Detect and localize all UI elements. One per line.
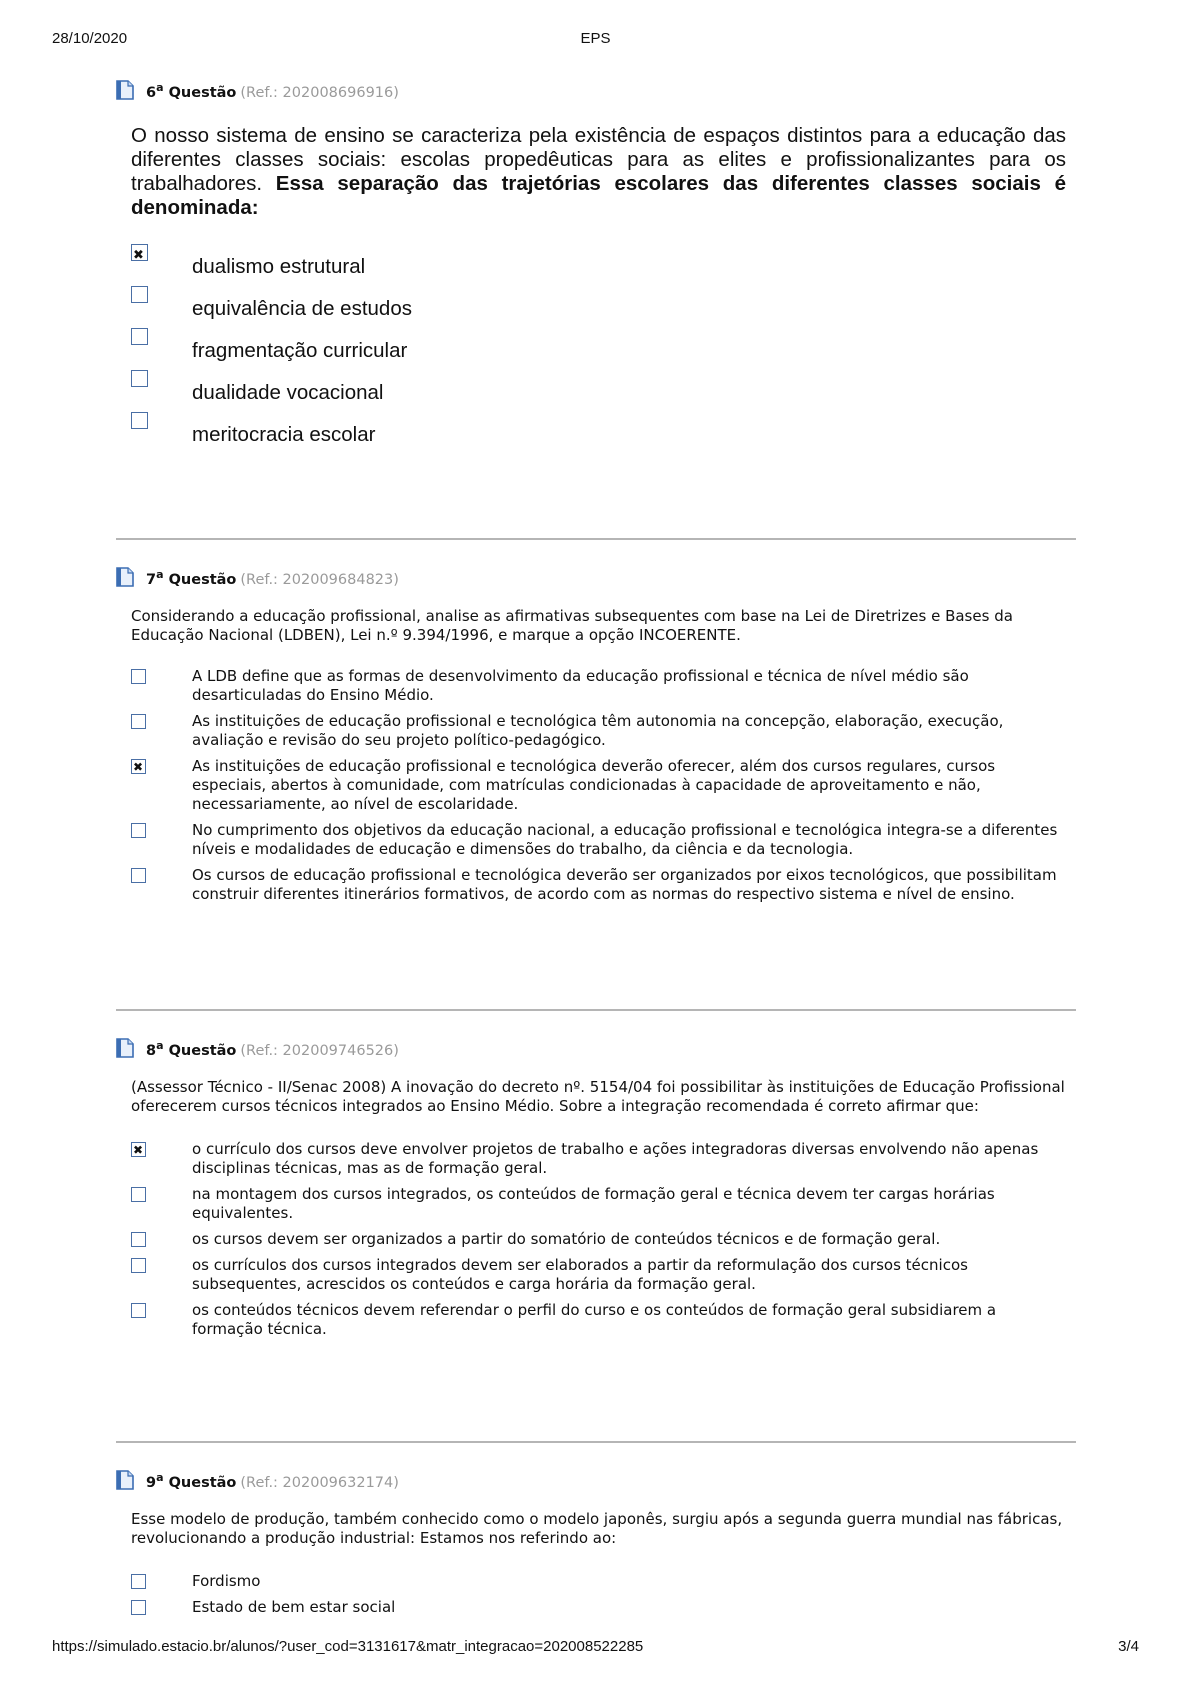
question-header <box>116 1038 1076 1060</box>
checkbox[interactable] <box>131 370 148 387</box>
option-text: os cursos devem ser organizados a partir do somatório de conteúdos técnicos e de formação geral. <box>192 1230 941 1248</box>
question-header <box>116 567 1076 589</box>
checkbox[interactable] <box>131 244 148 261</box>
question-title: 9$^a$ Questão (Ref.: 202009632174) <box>146 1471 399 1491</box>
option-item[interactable] <box>131 328 1076 370</box>
checkbox[interactable] <box>131 1303 146 1318</box>
question-title: 8$^a$ Questão (Ref.: 202009746526) <box>146 1039 399 1059</box>
options-list <box>131 1572 1076 1617</box>
question-statement: O nosso sistema de ensino se caracteriza pela existência de espaços distintos para a educação das diferentes classes sociais: escolas propedêuticas para as elites e profissionalizantes para os trabalhadores. Essa separação das trajetórias escolares das diferentes classes sociais é denominada: <box>131 124 1066 219</box>
option-text: dualismo estrutural <box>192 255 366 278</box>
option-item[interactable] <box>131 866 1066 904</box>
print-title: EPS <box>580 30 611 47</box>
page-number: 3/4 <box>1118 1638 1139 1655</box>
question-ref: (Ref.: 202009746526) <box>240 1042 399 1059</box>
options-list <box>131 667 1076 904</box>
option-item[interactable] <box>131 757 1066 814</box>
checkbox[interactable] <box>131 868 146 883</box>
checkbox[interactable] <box>131 823 146 838</box>
option-item[interactable] <box>131 667 1066 705</box>
checkbox[interactable] <box>131 328 148 345</box>
option-item[interactable] <box>131 1301 1066 1339</box>
option-item[interactable] <box>131 712 1066 750</box>
option-item[interactable] <box>131 1185 1066 1223</box>
option-item[interactable] <box>131 1572 1066 1591</box>
option-text: Os cursos de educação profissional e tecnológica deverão ser organizados por eixos tecnológicos, que possibilitam construir diferentes itinerários formativos, de acordo com as normas do respectivo sistema e nível de ensino. <box>192 866 1057 903</box>
option-text: A LDB define que as formas de desenvolvimento da educação profissional e técnica de nível médio são desarticuladas do Ensino Médio. <box>192 667 969 704</box>
document-icon <box>116 80 134 100</box>
checkbox[interactable] <box>131 714 146 729</box>
question-8 <box>116 1038 1076 1346</box>
question-title: 6$^a$ Questão (Ref.: 202008696916) <box>146 81 399 101</box>
option-item[interactable] <box>131 1256 1066 1294</box>
section-divider <box>116 1009 1076 1011</box>
option-item[interactable] <box>131 412 1076 454</box>
checkbox[interactable] <box>131 1187 146 1202</box>
option-item[interactable] <box>131 821 1066 859</box>
question-7 <box>116 567 1076 911</box>
document-icon <box>116 1038 134 1058</box>
question-9 <box>116 1470 1076 1624</box>
print-date: 28/10/2020 <box>52 30 128 47</box>
option-text: As instituições de educação profissional e tecnológica deverão oferecer, além dos cursos regulares, cursos especiais, abertos à comunidade, com matrículas condicionadas à capacidade de aproveitamento e não, necessariamente, ao nível de escolaridade. <box>192 757 996 813</box>
document-icon <box>116 567 134 587</box>
option-text: fragmentação curricular <box>192 339 408 362</box>
question-statement: (Assessor Técnico - II/Senac 2008) A inovação do decreto nº. 5154/04 foi possibilitar às instituições de Educação Profissional oferecerem cursos técnicos integrados ao Ensino Médio. Sobre a integração recomendada é correto afirmar que: <box>131 1078 1065 1115</box>
option-text: os conteúdos técnicos devem referendar o perfil do curso e os conteúdos de formação geral subsidiarem a formação técnica. <box>192 1301 997 1338</box>
question-ref: (Ref.: 202008696916) <box>240 84 399 101</box>
print-header <box>0 30 1191 50</box>
option-text: Estado de bem estar social <box>192 1598 396 1616</box>
print-footer <box>0 1638 1191 1658</box>
option-text: os currículos dos cursos integrados devem ser elaborados a partir da reformulação dos cursos técnicos subsequentes, acrescidos os conteúdos e carga horária da formação geral. <box>192 1256 968 1293</box>
checkbox[interactable] <box>131 1600 146 1615</box>
document-icon <box>116 1470 134 1490</box>
page-url: https://simulado.estacio.br/alunos/?user_cod=3131617&matr_integracao=202008522285 <box>52 1638 644 1655</box>
question-ref: (Ref.: 202009684823) <box>240 571 399 588</box>
question-statement: Esse modelo de produção, também conhecido como o modelo japonês, surgiu após a segunda guerra mundial nas fábricas, revolucionando a produção industrial: Estamos nos referindo ao: <box>131 1510 1063 1547</box>
checkbox[interactable] <box>131 1232 146 1247</box>
options-list <box>131 1140 1076 1339</box>
option-text: na montagem dos cursos integrados, os conteúdos de formação geral e técnica devem ter cargas horárias equivalentes. <box>192 1185 995 1222</box>
question-ref: (Ref.: 202009632174) <box>240 1474 399 1491</box>
question-statement: Considerando a educação profissional, analise as afirmativas subsequentes com base na Lei de Diretrizes e Bases da Educação Nacional (LDBEN), Lei n.º 9.394/1996, e marque a opção INCOERENTE. <box>131 607 1013 644</box>
option-item[interactable] <box>131 1598 1066 1617</box>
option-item[interactable] <box>131 244 1076 286</box>
option-text: meritocracia escolar <box>192 423 376 446</box>
question-header <box>116 80 1076 102</box>
question-6 <box>116 80 1076 454</box>
option-text: equivalência de estudos <box>192 297 412 320</box>
option-item[interactable] <box>131 1230 1066 1249</box>
option-text: o currículo dos cursos deve envolver projetos de trabalho e ações integradoras diversas envolvendo não apenas disciplinas técnicas, mas as de formação geral. <box>192 1140 1039 1177</box>
checkbox[interactable] <box>131 669 146 684</box>
question-header <box>116 1470 1076 1492</box>
section-divider <box>116 538 1076 540</box>
option-text: dualidade vocacional <box>192 381 384 404</box>
option-item[interactable] <box>131 286 1076 328</box>
option-text: Fordismo <box>192 1572 261 1590</box>
checkbox[interactable] <box>131 412 148 429</box>
checkbox[interactable] <box>131 286 148 303</box>
checkbox[interactable] <box>131 759 146 774</box>
options-list <box>131 244 1076 454</box>
section-divider <box>116 1441 1076 1443</box>
option-item[interactable] <box>131 1140 1066 1178</box>
option-text: As instituições de educação profissional e tecnológica têm autonomia na concepção, elaboração, execução, avaliação e revisão do seu projeto político-pedagógico. <box>192 712 1004 749</box>
checkbox[interactable] <box>131 1142 146 1157</box>
checkbox[interactable] <box>131 1574 146 1589</box>
option-item[interactable] <box>131 370 1076 412</box>
question-title: 7$^a$ Questão (Ref.: 202009684823) <box>146 568 399 588</box>
option-text: No cumprimento dos objetivos da educação nacional, a educação profissional e tecnológica integra-se a diferentes níveis e modalidades de educação e dimensões do trabalho, da ciência e da tecnologia. <box>192 821 1058 858</box>
checkbox[interactable] <box>131 1258 146 1273</box>
